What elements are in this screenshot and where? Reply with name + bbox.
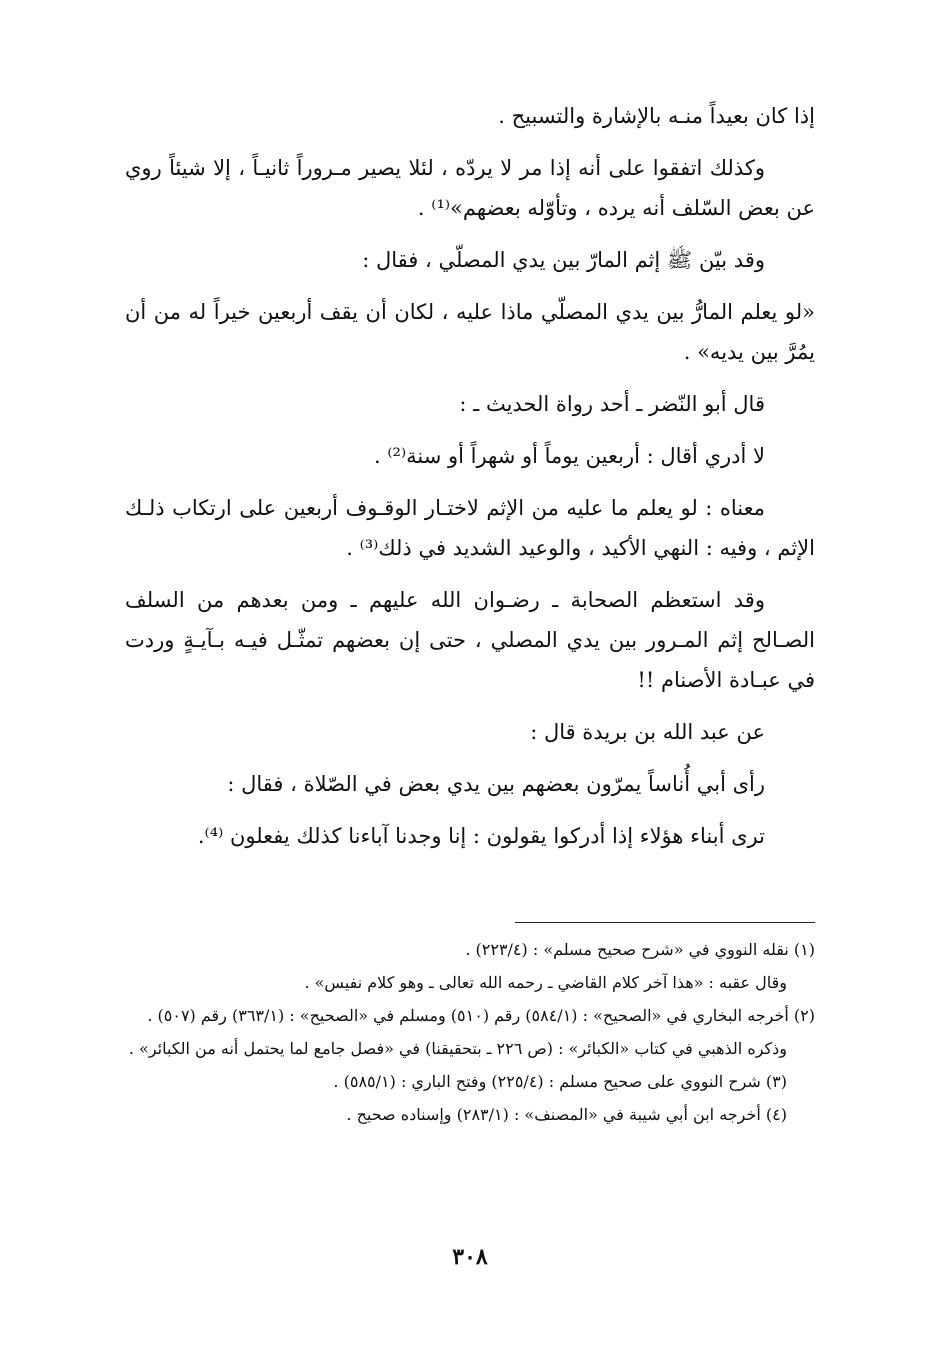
footnote: (٢) أخرجه البخاري في «الصحيح» : (٥٨٤/١) رقم (٥١٠) ومسلم في «الصحيح» : (٣٦٣/١) رقم (٥٠٧) . (147, 1006, 815, 1025)
paragraph: وقد بيّن ﷺ إثم المارّ بين يدي المصلّي ، فقال : (362, 248, 765, 272)
paragraph: قال أبو النّضر ـ أحد رواة الحديث ـ : (459, 392, 765, 416)
footnote-divider (515, 922, 815, 923)
paragraph: إذا كان بعيداً منـه بالإشارة والتسبيح . (498, 104, 815, 128)
main-text (125, 96, 815, 868)
paragraph: لا أدري أقال : أربعين يوماً أو شهراً أو سنة⁽²⁾ . (374, 444, 765, 468)
footnote: (١) نقله النووي في «شرح صحيح مسلم» : (٢٢٣/٤) . (465, 940, 815, 959)
hadith-quote: «لو يعلم المارُّ بين يدي المصلّي ماذا عليه ، لكان أن يقف أربعين خيراً له من أن يمُرَّ بين يديه» . (125, 300, 815, 364)
footnote: (٤) أخرجه ابن أبي شيبة في «المصنف» : (٢٨٣/١) وإسناده صحيح . (346, 1105, 787, 1124)
footnote-continuation: وذكره الذهبي في كتاب «الكبائر» : (ص ٢٢٦ ـ بتحقيقنا) في «فصل جامع لما يحتمل أنه من الكبائر» . (128, 1039, 787, 1058)
paragraph: وقد استعظم الصحابة ـ رضـوان الله عليهم ـ ومن بعدهم من السلف الصـالح إثم المـرور بين يدي المصلي ، حتى إن بعضهم تمثّـل فيـه بـآيـةٍ وردت في عبـادة الأصنام !! (125, 588, 815, 692)
paragraph: وكذلك اتفقوا على أنه إذا مر لا يردّه ، لئلا يصير مـروراً ثانيـاً ، إلا شيئاً روي عن بعض السّلف أنه يرده ، وتأوّله بعضهم»⁽¹⁾ . (125, 156, 815, 220)
paragraph: رأى أبي أُناساً يمرّون بعضهم بين يدي بعض في الصّلاة ، فقال : (227, 772, 765, 796)
footnote: (٣) شرح النووي على صحيح مسلم : (٢٢٥/٤) وفتح الباري : (٥٨٥/١) . (333, 1072, 787, 1091)
paragraph: ترى أبناء هؤلاء إذا أدركوا يقولون : إنا وجدنا آباءنا كذلك يفعلون ⁽⁴⁾. (197, 824, 765, 848)
paragraph: عن عبد الله بن بريدة قال : (530, 720, 765, 744)
footnote-continuation: وقال عقبه : «هذا آخر كلام القاضي ـ رحمه الله تعالى ـ وهو كلام نفيس» . (304, 973, 787, 992)
footnotes (125, 934, 815, 1132)
paragraph: معناه : لو يعلم ما عليه من الإثم لاختـار الوقـوف أربعين على ارتكاب ذلـك الإثم ، وفيه : النهي الأكيد ، والوعيد الشديد في ذلك⁽³⁾ . (125, 496, 815, 560)
page-number: ٣٠٨ (452, 1244, 488, 1270)
